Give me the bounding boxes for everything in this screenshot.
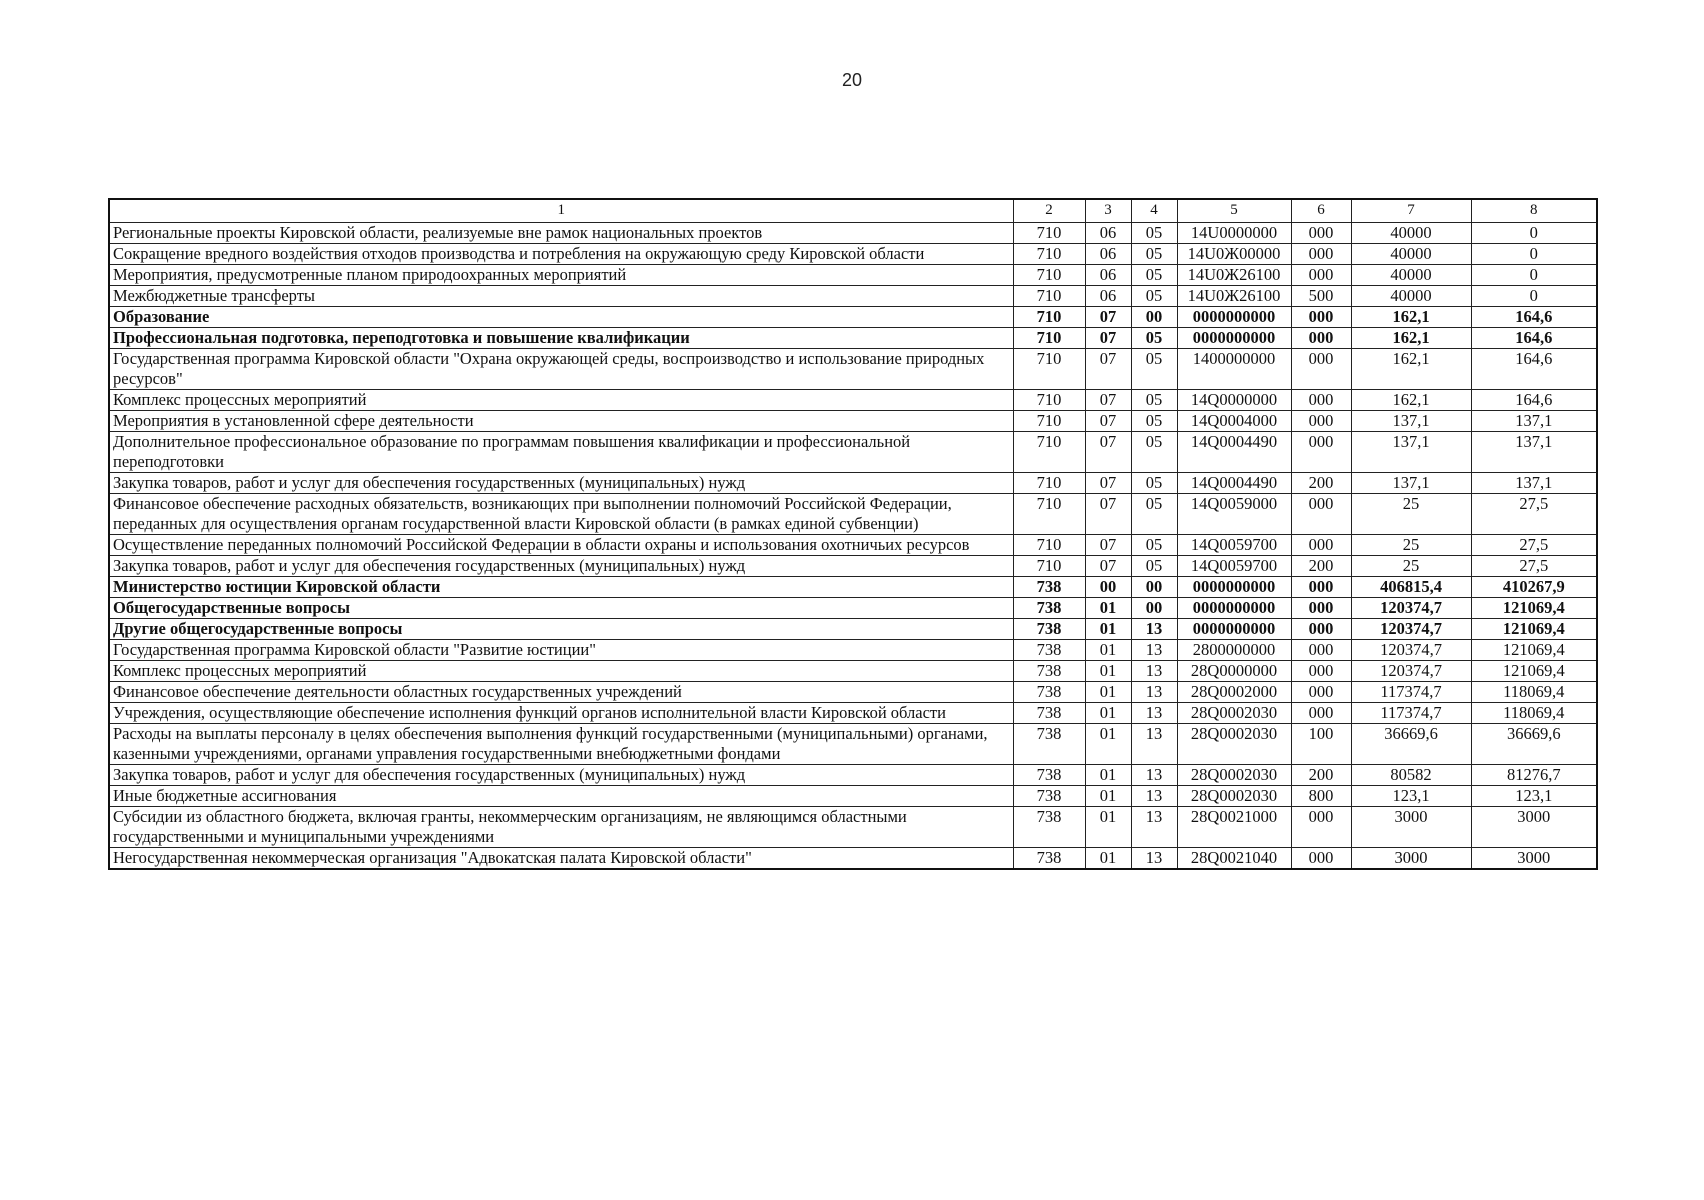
row-code-5-cell: 14U0Ж26100 xyxy=(1177,286,1291,307)
row-code-6-cell: 000 xyxy=(1291,703,1351,724)
row-code-5-cell: 14Q0004490 xyxy=(1177,473,1291,494)
row-amount-8-cell: 121069,4 xyxy=(1471,661,1597,682)
row-code-6-cell: 200 xyxy=(1291,556,1351,577)
row-code-3-cell: 07 xyxy=(1085,535,1131,556)
row-code-5-cell: 0000000000 xyxy=(1177,619,1291,640)
row-name-cell: Профессиональная подготовка, переподготовка и повышение квалификации xyxy=(109,328,1013,349)
row-code-2-cell: 738 xyxy=(1013,619,1085,640)
row-code-4-cell: 05 xyxy=(1131,473,1177,494)
row-code-6-cell: 000 xyxy=(1291,411,1351,432)
table-row xyxy=(109,661,1597,682)
row-code-3-cell: 07 xyxy=(1085,390,1131,411)
row-code-3-cell: 07 xyxy=(1085,432,1131,473)
row-code-5-cell: 0000000000 xyxy=(1177,328,1291,349)
row-code-4-cell: 00 xyxy=(1131,598,1177,619)
row-code-6-cell: 000 xyxy=(1291,807,1351,848)
row-code-2-cell: 710 xyxy=(1013,328,1085,349)
row-code-2-cell: 710 xyxy=(1013,494,1085,535)
row-name-cell: Сокращение вредного воздействия отходов производства и потребления на окружающую среду Кировской области xyxy=(109,244,1013,265)
row-code-3-cell: 06 xyxy=(1085,265,1131,286)
page-number: 20 xyxy=(841,70,863,90)
row-name-cell: Образование xyxy=(109,307,1013,328)
row-name-cell: Мероприятия, предусмотренные планом природоохранных мероприятий xyxy=(109,265,1013,286)
table-row xyxy=(109,473,1597,494)
row-code-4-cell: 05 xyxy=(1131,390,1177,411)
row-code-6-cell: 000 xyxy=(1291,223,1351,244)
row-amount-8-cell: 164,6 xyxy=(1471,307,1597,328)
row-code-2-cell: 710 xyxy=(1013,286,1085,307)
row-amount-8-cell: 137,1 xyxy=(1471,432,1597,473)
row-amount-7-cell: 36669,6 xyxy=(1351,724,1471,765)
column-header: 7 xyxy=(1351,199,1471,223)
row-amount-7-cell: 40000 xyxy=(1351,286,1471,307)
row-name-cell: Осуществление переданных полномочий Российской Федерации в области охраны и использования охотничьих ресурсов xyxy=(109,535,1013,556)
row-amount-7-cell: 120374,7 xyxy=(1351,619,1471,640)
row-code-3-cell: 07 xyxy=(1085,494,1131,535)
row-name-cell: Иные бюджетные ассигнования xyxy=(109,786,1013,807)
row-code-4-cell: 13 xyxy=(1131,661,1177,682)
row-amount-7-cell: 123,1 xyxy=(1351,786,1471,807)
row-code-4-cell: 05 xyxy=(1131,535,1177,556)
row-code-6-cell: 000 xyxy=(1291,265,1351,286)
row-code-5-cell: 0000000000 xyxy=(1177,598,1291,619)
table-row xyxy=(109,682,1597,703)
row-name-cell: Закупка товаров, работ и услуг для обеспечения государственных (муниципальных) нужд xyxy=(109,556,1013,577)
row-code-2-cell: 710 xyxy=(1013,223,1085,244)
row-amount-8-cell: 81276,7 xyxy=(1471,765,1597,786)
row-code-5-cell: 14U0Ж00000 xyxy=(1177,244,1291,265)
row-code-4-cell: 13 xyxy=(1131,848,1177,870)
row-code-4-cell: 13 xyxy=(1131,703,1177,724)
row-name-cell: Комплекс процессных мероприятий xyxy=(109,390,1013,411)
table-row xyxy=(109,244,1597,265)
row-code-3-cell: 06 xyxy=(1085,223,1131,244)
row-amount-7-cell: 406815,4 xyxy=(1351,577,1471,598)
row-code-2-cell: 738 xyxy=(1013,577,1085,598)
row-code-6-cell: 000 xyxy=(1291,244,1351,265)
row-code-4-cell: 13 xyxy=(1131,786,1177,807)
row-amount-7-cell: 117374,7 xyxy=(1351,682,1471,703)
row-amount-7-cell: 40000 xyxy=(1351,244,1471,265)
row-amount-7-cell: 25 xyxy=(1351,556,1471,577)
row-code-4-cell: 05 xyxy=(1131,328,1177,349)
table-row xyxy=(109,619,1597,640)
row-code-5-cell: 28Q0021040 xyxy=(1177,848,1291,870)
row-code-2-cell: 710 xyxy=(1013,307,1085,328)
row-amount-8-cell: 0 xyxy=(1471,223,1597,244)
row-name-cell: Региональные проекты Кировской области, реализуемые вне рамок национальных проектов xyxy=(109,223,1013,244)
row-code-4-cell: 05 xyxy=(1131,432,1177,473)
row-code-3-cell: 07 xyxy=(1085,411,1131,432)
row-code-4-cell: 13 xyxy=(1131,640,1177,661)
row-name-cell: Учреждения, осуществляющие обеспечение исполнения функций органов исполнительной власти Кировской области xyxy=(109,703,1013,724)
row-code-6-cell: 000 xyxy=(1291,682,1351,703)
row-code-3-cell: 01 xyxy=(1085,724,1131,765)
row-name-cell: Финансовое обеспечение деятельности областных государственных учреждений xyxy=(109,682,1013,703)
row-code-6-cell: 000 xyxy=(1291,619,1351,640)
table-row xyxy=(109,265,1597,286)
table-row xyxy=(109,598,1597,619)
table-row xyxy=(109,786,1597,807)
table-row xyxy=(109,349,1597,390)
row-name-cell: Государственная программа Кировской области "Развитие юстиции" xyxy=(109,640,1013,661)
row-code-6-cell: 000 xyxy=(1291,640,1351,661)
row-amount-8-cell: 36669,6 xyxy=(1471,724,1597,765)
row-code-2-cell: 710 xyxy=(1013,432,1085,473)
row-code-5-cell: 14Q0059700 xyxy=(1177,535,1291,556)
row-code-4-cell: 13 xyxy=(1131,765,1177,786)
row-code-6-cell: 000 xyxy=(1291,661,1351,682)
row-name-cell: Финансовое обеспечение расходных обязательств, возникающих при выполнении полномочий Российской Федерации, переданных для осуществления органам государственной власти Кировской области (в рамках единой субвенции) xyxy=(109,494,1013,535)
row-code-5-cell: 14U0000000 xyxy=(1177,223,1291,244)
row-amount-7-cell: 162,1 xyxy=(1351,307,1471,328)
row-code-5-cell: 28Q0002030 xyxy=(1177,765,1291,786)
row-code-3-cell: 01 xyxy=(1085,848,1131,870)
row-code-4-cell: 00 xyxy=(1131,577,1177,598)
table-row xyxy=(109,703,1597,724)
row-code-6-cell: 200 xyxy=(1291,765,1351,786)
row-name-cell: Общегосударственные вопросы xyxy=(109,598,1013,619)
row-amount-8-cell: 118069,4 xyxy=(1471,703,1597,724)
row-code-3-cell: 07 xyxy=(1085,307,1131,328)
row-code-2-cell: 710 xyxy=(1013,390,1085,411)
row-code-6-cell: 000 xyxy=(1291,848,1351,870)
row-code-2-cell: 710 xyxy=(1013,535,1085,556)
table-row xyxy=(109,494,1597,535)
row-code-6-cell: 000 xyxy=(1291,577,1351,598)
row-amount-8-cell: 27,5 xyxy=(1471,535,1597,556)
row-code-5-cell: 28Q0002000 xyxy=(1177,682,1291,703)
row-name-cell: Министерство юстиции Кировской области xyxy=(109,577,1013,598)
row-code-5-cell: 14Q0000000 xyxy=(1177,390,1291,411)
row-amount-7-cell: 120374,7 xyxy=(1351,640,1471,661)
row-code-2-cell: 710 xyxy=(1013,244,1085,265)
row-code-4-cell: 13 xyxy=(1131,807,1177,848)
row-name-cell: Расходы на выплаты персоналу в целях обеспечения выполнения функций государственными (муниципальными) органами, казенными учреждениями, органами управления государственными внебюджетными фондами xyxy=(109,724,1013,765)
table-row xyxy=(109,577,1597,598)
table-row xyxy=(109,286,1597,307)
table-body xyxy=(109,223,1597,870)
column-header: 5 xyxy=(1177,199,1291,223)
row-amount-7-cell: 25 xyxy=(1351,494,1471,535)
row-amount-8-cell: 137,1 xyxy=(1471,473,1597,494)
row-amount-7-cell: 117374,7 xyxy=(1351,703,1471,724)
column-header: 2 xyxy=(1013,199,1085,223)
row-code-6-cell: 000 xyxy=(1291,535,1351,556)
row-amount-7-cell: 40000 xyxy=(1351,265,1471,286)
row-code-5-cell: 2800000000 xyxy=(1177,640,1291,661)
row-code-2-cell: 738 xyxy=(1013,786,1085,807)
row-code-3-cell: 01 xyxy=(1085,661,1131,682)
table-row xyxy=(109,765,1597,786)
row-code-6-cell: 000 xyxy=(1291,349,1351,390)
column-header: 1 xyxy=(109,199,1013,223)
table-row xyxy=(109,848,1597,870)
row-code-3-cell: 00 xyxy=(1085,577,1131,598)
row-amount-8-cell: 121069,4 xyxy=(1471,640,1597,661)
row-name-cell: Государственная программа Кировской области "Охрана окружающей среды, воспроизводство и использование природных ресурсов" xyxy=(109,349,1013,390)
budget-table xyxy=(108,198,1598,870)
table-row xyxy=(109,223,1597,244)
row-code-5-cell: 14Q0059700 xyxy=(1177,556,1291,577)
row-amount-8-cell: 410267,9 xyxy=(1471,577,1597,598)
row-amount-8-cell: 121069,4 xyxy=(1471,598,1597,619)
row-amount-7-cell: 120374,7 xyxy=(1351,598,1471,619)
row-code-5-cell: 28Q0002030 xyxy=(1177,724,1291,765)
row-code-4-cell: 13 xyxy=(1131,682,1177,703)
row-amount-8-cell: 118069,4 xyxy=(1471,682,1597,703)
row-amount-8-cell: 164,6 xyxy=(1471,390,1597,411)
row-code-3-cell: 01 xyxy=(1085,619,1131,640)
row-code-3-cell: 01 xyxy=(1085,640,1131,661)
table-row xyxy=(109,724,1597,765)
row-amount-8-cell: 27,5 xyxy=(1471,556,1597,577)
row-code-5-cell: 0000000000 xyxy=(1177,577,1291,598)
row-amount-7-cell: 40000 xyxy=(1351,223,1471,244)
row-code-4-cell: 00 xyxy=(1131,307,1177,328)
row-code-2-cell: 738 xyxy=(1013,661,1085,682)
row-name-cell: Дополнительное профессиональное образование по программам повышения квалификации и профессиональной переподготовки xyxy=(109,432,1013,473)
row-name-cell: Закупка товаров, работ и услуг для обеспечения государственных (муниципальных) нужд xyxy=(109,473,1013,494)
row-code-4-cell: 05 xyxy=(1131,411,1177,432)
row-name-cell: Мероприятия в установленной сфере деятельности xyxy=(109,411,1013,432)
row-code-2-cell: 738 xyxy=(1013,703,1085,724)
row-code-5-cell: 1400000000 xyxy=(1177,349,1291,390)
row-code-3-cell: 07 xyxy=(1085,328,1131,349)
row-code-3-cell: 01 xyxy=(1085,765,1131,786)
row-code-4-cell: 05 xyxy=(1131,265,1177,286)
row-code-6-cell: 500 xyxy=(1291,286,1351,307)
row-code-3-cell: 07 xyxy=(1085,556,1131,577)
row-amount-8-cell: 123,1 xyxy=(1471,786,1597,807)
row-amount-7-cell: 80582 xyxy=(1351,765,1471,786)
row-code-5-cell: 28Q0000000 xyxy=(1177,661,1291,682)
table-row xyxy=(109,432,1597,473)
row-code-6-cell: 000 xyxy=(1291,390,1351,411)
table-header-row xyxy=(109,199,1597,223)
row-code-3-cell: 07 xyxy=(1085,473,1131,494)
row-code-3-cell: 01 xyxy=(1085,807,1131,848)
row-code-6-cell: 200 xyxy=(1291,473,1351,494)
row-name-cell: Субсидии из областного бюджета, включая гранты, некоммерческим организациям, не являющимся областными государственными и муниципальными учреждениями xyxy=(109,807,1013,848)
row-name-cell: Межбюджетные трансферты xyxy=(109,286,1013,307)
row-code-5-cell: 28Q0002030 xyxy=(1177,703,1291,724)
row-code-6-cell: 000 xyxy=(1291,328,1351,349)
row-code-6-cell: 000 xyxy=(1291,494,1351,535)
row-code-5-cell: 28Q0002030 xyxy=(1177,786,1291,807)
row-amount-7-cell: 25 xyxy=(1351,535,1471,556)
row-amount-7-cell: 3000 xyxy=(1351,807,1471,848)
row-amount-8-cell: 137,1 xyxy=(1471,411,1597,432)
row-amount-8-cell: 0 xyxy=(1471,244,1597,265)
row-amount-7-cell: 162,1 xyxy=(1351,349,1471,390)
row-code-5-cell: 14Q0004490 xyxy=(1177,432,1291,473)
row-code-4-cell: 05 xyxy=(1131,556,1177,577)
row-amount-7-cell: 162,1 xyxy=(1351,328,1471,349)
row-amount-8-cell: 3000 xyxy=(1471,807,1597,848)
row-code-3-cell: 01 xyxy=(1085,682,1131,703)
table-row xyxy=(109,307,1597,328)
row-amount-8-cell: 0 xyxy=(1471,286,1597,307)
row-amount-7-cell: 120374,7 xyxy=(1351,661,1471,682)
row-code-5-cell: 14Q0004000 xyxy=(1177,411,1291,432)
table-row xyxy=(109,535,1597,556)
row-code-6-cell: 100 xyxy=(1291,724,1351,765)
row-code-5-cell: 14Q0059000 xyxy=(1177,494,1291,535)
row-code-6-cell: 000 xyxy=(1291,307,1351,328)
row-code-6-cell: 800 xyxy=(1291,786,1351,807)
row-name-cell: Другие общегосударственные вопросы xyxy=(109,619,1013,640)
row-code-4-cell: 13 xyxy=(1131,619,1177,640)
row-code-2-cell: 738 xyxy=(1013,724,1085,765)
row-code-4-cell: 13 xyxy=(1131,724,1177,765)
row-code-2-cell: 738 xyxy=(1013,848,1085,870)
row-code-4-cell: 05 xyxy=(1131,223,1177,244)
table-row xyxy=(109,556,1597,577)
row-code-4-cell: 05 xyxy=(1131,244,1177,265)
row-code-2-cell: 738 xyxy=(1013,765,1085,786)
row-amount-8-cell: 164,6 xyxy=(1471,349,1597,390)
row-amount-7-cell: 137,1 xyxy=(1351,432,1471,473)
row-code-5-cell: 0000000000 xyxy=(1177,307,1291,328)
row-amount-8-cell: 121069,4 xyxy=(1471,619,1597,640)
row-name-cell: Закупка товаров, работ и услуг для обеспечения государственных (муниципальных) нужд xyxy=(109,765,1013,786)
row-code-2-cell: 710 xyxy=(1013,265,1085,286)
row-code-2-cell: 710 xyxy=(1013,473,1085,494)
row-code-3-cell: 07 xyxy=(1085,349,1131,390)
row-code-6-cell: 000 xyxy=(1291,598,1351,619)
row-code-3-cell: 01 xyxy=(1085,786,1131,807)
row-name-cell: Негосударственная некоммерческая организация "Адвокатская палата Кировской области" xyxy=(109,848,1013,870)
row-code-2-cell: 710 xyxy=(1013,556,1085,577)
row-code-2-cell: 738 xyxy=(1013,682,1085,703)
row-code-3-cell: 06 xyxy=(1085,244,1131,265)
row-code-3-cell: 01 xyxy=(1085,703,1131,724)
row-code-3-cell: 01 xyxy=(1085,598,1131,619)
table-row xyxy=(109,411,1597,432)
column-header: 4 xyxy=(1131,199,1177,223)
row-code-4-cell: 05 xyxy=(1131,286,1177,307)
row-code-2-cell: 710 xyxy=(1013,411,1085,432)
row-amount-8-cell: 27,5 xyxy=(1471,494,1597,535)
table-row xyxy=(109,328,1597,349)
row-code-4-cell: 05 xyxy=(1131,349,1177,390)
row-code-4-cell: 05 xyxy=(1131,494,1177,535)
row-code-2-cell: 710 xyxy=(1013,349,1085,390)
row-code-2-cell: 738 xyxy=(1013,598,1085,619)
row-amount-7-cell: 137,1 xyxy=(1351,411,1471,432)
row-code-5-cell: 28Q0021000 xyxy=(1177,807,1291,848)
column-header: 3 xyxy=(1085,199,1131,223)
row-name-cell: Комплекс процессных мероприятий xyxy=(109,661,1013,682)
row-amount-7-cell: 137,1 xyxy=(1351,473,1471,494)
table-row xyxy=(109,807,1597,848)
row-code-2-cell: 738 xyxy=(1013,640,1085,661)
column-header: 6 xyxy=(1291,199,1351,223)
row-amount-8-cell: 164,6 xyxy=(1471,328,1597,349)
row-amount-8-cell: 3000 xyxy=(1471,848,1597,870)
row-code-2-cell: 738 xyxy=(1013,807,1085,848)
table-row xyxy=(109,640,1597,661)
row-code-6-cell: 000 xyxy=(1291,432,1351,473)
row-amount-7-cell: 162,1 xyxy=(1351,390,1471,411)
row-code-5-cell: 14U0Ж26100 xyxy=(1177,265,1291,286)
table-row xyxy=(109,390,1597,411)
column-header: 8 xyxy=(1471,199,1597,223)
row-amount-7-cell: 3000 xyxy=(1351,848,1471,870)
row-amount-8-cell: 0 xyxy=(1471,265,1597,286)
row-code-3-cell: 06 xyxy=(1085,286,1131,307)
